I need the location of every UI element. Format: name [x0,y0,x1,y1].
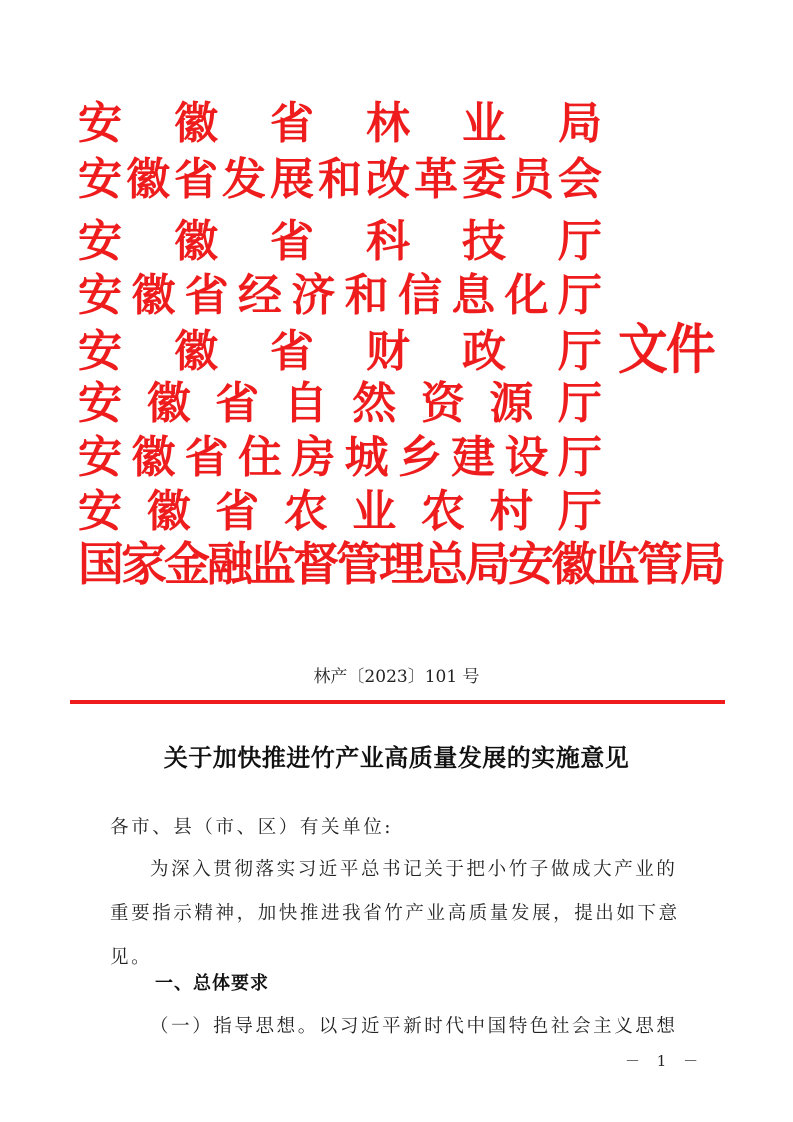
agency-char: 委 [462,154,506,205]
agency-line [78,98,602,150]
agency-char: 厅 [558,216,602,267]
agency-char: 省 [270,326,314,377]
agency-char: 员 [510,154,554,205]
agency-char: 发 [222,154,266,205]
agency-char: 局 [465,537,508,591]
agency-char: 厅 [557,270,602,321]
agency-char: 革 [414,154,458,205]
agency-char: 厅 [557,486,602,537]
agency-char: 然 [352,378,397,429]
agency-char: 省 [184,432,229,483]
agency-char: 理 [379,537,422,591]
agency-char: 乡 [397,432,442,483]
agency-char: 监 [250,537,293,591]
agency-char: 安 [78,154,122,205]
agency-char: 省 [215,486,260,537]
agency-line [78,486,602,538]
agency-char: 财 [366,326,410,377]
agency-char: 督 [293,537,336,591]
document-number: 林产〔2023〕101 号 [313,667,480,687]
agency-line [78,154,602,206]
agency-char: 安 [78,486,122,537]
document-label: 文件 [618,318,714,381]
agency-char: 安 [78,216,122,267]
agency-char: 和 [318,154,362,205]
agency-line [78,537,723,591]
agency-char: 徽 [131,432,176,483]
agency-char: 安 [78,270,122,321]
agency-char: 徽 [146,378,191,429]
agency-char: 自 [283,378,328,429]
agency-char: 展 [270,154,314,205]
intro-paragraph: 为深入贯彻落实习近平总书记关于把小竹子做成大产业的重要指示精神，加快推进我省竹产业高质量发展，提出如下意见。 [110,859,680,968]
agency-char: 国 [78,537,121,591]
agency-char: 徽 [174,326,218,377]
agency-char: 济 [291,270,336,321]
agency-char: 局 [558,98,602,149]
agency-char: 化 [504,270,549,321]
agency-char: 住 [237,432,282,483]
agency-char: 农 [420,486,465,537]
agency-char: 管 [637,537,680,591]
agency-char: 局 [680,537,723,591]
agency-char: 徽 [174,98,218,149]
addressee: 各市、县（市、区）有关单位: [110,817,394,838]
agency-line [78,378,602,430]
agency-char: 总 [422,537,465,591]
page-number: － 1 － [625,1052,705,1070]
agency-line [78,270,602,322]
document-title: 关于加快推进竹产业高质量发展的实施意见 [163,743,630,772]
agency-char: 安 [78,432,122,483]
agency-char: 建 [451,432,496,483]
agency-char: 厅 [557,378,602,429]
agency-char: 省 [215,378,260,429]
agency-char: 资 [420,378,465,429]
agency-char: 安 [78,326,122,377]
agency-char: 科 [366,216,410,267]
agency-char: 省 [174,154,218,205]
agency-char: 农 [283,486,328,537]
agency-char: 徽 [146,486,191,537]
red-divider-line [70,700,725,704]
agency-line [78,326,602,378]
agency-char: 厅 [557,432,602,483]
agency-char: 安 [78,378,122,429]
agency-char: 城 [344,432,389,483]
agency-char: 改 [366,154,410,205]
agency-char: 厅 [558,326,602,377]
agency-char: 安 [78,98,122,149]
agency-char: 和 [344,270,389,321]
agency-char: 信 [397,270,442,321]
agency-char: 林 [366,98,410,149]
agency-char: 源 [489,378,534,429]
subsection-paragraph: （一）指导思想。以习近平新时代中国特色社会主义思想 [150,1016,678,1037]
agency-char: 房 [291,432,336,483]
agency-char: 村 [489,486,534,537]
agency-char: 管 [336,537,379,591]
agency-char: 徽 [551,537,594,591]
agency-char: 会 [558,154,602,205]
agency-char: 监 [594,537,637,591]
agency-char: 省 [270,216,314,267]
agency-line [78,216,602,268]
agency-char: 徽 [126,154,170,205]
agency-char: 省 [184,270,229,321]
agency-char: 家 [121,537,164,591]
agency-char: 设 [504,432,549,483]
agency-char: 经 [237,270,282,321]
agency-char: 省 [270,98,314,149]
agency-line [78,432,602,484]
agency-char: 技 [462,216,506,267]
section-heading: 一、总体要求 [155,973,269,994]
agency-char: 融 [207,537,250,591]
agency-char: 徽 [131,270,176,321]
agency-char: 业 [462,98,506,149]
agency-char: 息 [451,270,496,321]
agency-char: 政 [462,326,506,377]
agency-char: 金 [164,537,207,591]
agency-char: 安 [508,537,551,591]
agency-char: 徽 [174,216,218,267]
agency-char: 业 [352,486,397,537]
